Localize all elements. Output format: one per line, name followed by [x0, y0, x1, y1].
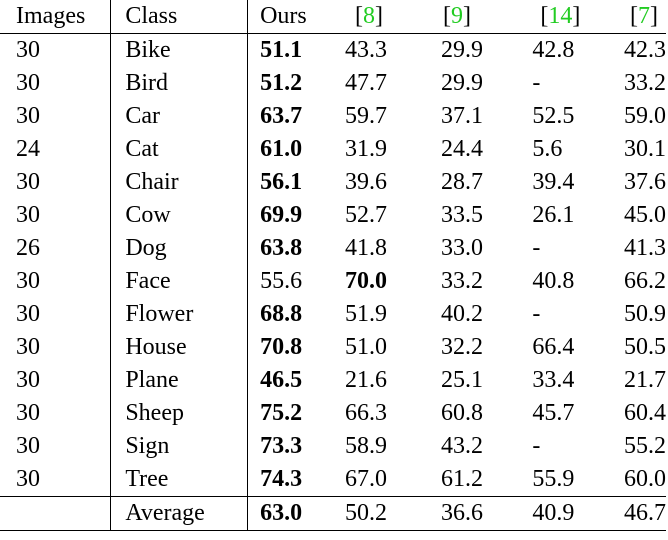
cell-images: 30: [16, 301, 40, 327]
cell-images: 30: [16, 169, 40, 195]
cell-class: Cow: [111, 199, 248, 232]
cell-ref-9: 36.6: [441, 497, 528, 531]
cell-ref-8: 58.9: [345, 433, 388, 459]
cell-class: Dog: [111, 232, 248, 265]
cell-ref-14: 26.1: [532, 202, 575, 228]
cell-ref-14: -: [532, 301, 541, 327]
cell-ref-8: 47.7: [345, 70, 388, 96]
table-row: [0, 100, 666, 133]
cell-ref-7: 55.2: [624, 433, 666, 459]
table-row: [0, 397, 666, 430]
cell-class: Sign: [111, 430, 248, 463]
cell-ours: 61.0: [248, 133, 341, 166]
cell-ours: 55.6: [248, 265, 341, 298]
table-row: [0, 298, 666, 331]
table-row: [0, 265, 666, 298]
table-row: [0, 166, 666, 199]
cell-class: Car: [111, 100, 248, 133]
cell-ref-7: 46.7: [624, 497, 666, 531]
cell-ref-7: 59.0: [624, 103, 666, 129]
table-row: [0, 364, 666, 397]
cell-ref-9: 33.0: [441, 235, 484, 261]
cell-class: Bike: [111, 34, 248, 68]
cell-ref-7: 37.6: [624, 169, 666, 195]
cell-class: Chair: [111, 166, 248, 199]
cell-ref-7: 60.4: [624, 400, 666, 426]
cell-ref-8: 50.2: [341, 497, 441, 531]
cell-class: House: [111, 331, 248, 364]
table-header: [0, 0, 666, 34]
cell-ref-9: 61.2: [441, 466, 484, 492]
cell-ref-8: 70.0: [345, 268, 388, 294]
cell-ref-8: 31.9: [345, 136, 388, 162]
cell-ours: 73.3: [248, 430, 341, 463]
cell-ref-8: 59.7: [345, 103, 388, 129]
cell-images: 30: [16, 70, 40, 96]
cell-class: Tree: [111, 463, 248, 497]
cell-images: 30: [16, 268, 40, 294]
cell-ours: 75.2: [248, 397, 341, 430]
cell-ours: 63.0: [248, 497, 341, 531]
cell-ref-7: 41.3: [624, 235, 666, 261]
cell-ref-14: 40.9: [528, 497, 624, 531]
cell-ours: 51.1: [248, 34, 341, 68]
average-row: [0, 497, 666, 531]
table-row: [0, 133, 666, 166]
cell-ref-8: 21.6: [345, 367, 388, 393]
cell-ref-9: 40.2: [441, 301, 484, 327]
cell-class: Sheep: [111, 397, 248, 430]
cell-class: Bird: [111, 67, 248, 100]
cell-ref-8: 51.0: [345, 334, 388, 360]
table-row: [0, 331, 666, 364]
cell-ref-14: -: [532, 433, 541, 459]
cell-ref-8: 39.6: [345, 169, 388, 195]
table-row: [0, 430, 666, 463]
cell-ours: 70.8: [248, 331, 341, 364]
cell-class: Flower: [111, 298, 248, 331]
table-row: [0, 34, 666, 68]
cell-ref-7: 42.3: [624, 37, 666, 63]
cell-images: 30: [16, 367, 40, 393]
cell-ref-9: 29.9: [441, 70, 484, 96]
cell-images: 30: [16, 433, 40, 459]
cell-images: 30: [16, 103, 40, 129]
cell-ref-14: -: [532, 70, 541, 96]
cell-ref-7: 60.0: [624, 466, 666, 492]
cell-class: Plane: [111, 364, 248, 397]
cell-ref-14: 39.4: [532, 169, 575, 195]
cell-ours: 63.7: [248, 100, 341, 133]
cell-ours: 63.8: [248, 232, 341, 265]
cell-ours: 51.2: [248, 67, 341, 100]
cell-ref-9: 28.7: [441, 169, 484, 195]
table-body: [0, 34, 666, 531]
cell-ref-7: 50.9: [624, 301, 666, 327]
cell-ref-7: 21.7: [624, 367, 666, 393]
header-ref-8[interactable]: [8]: [355, 3, 384, 29]
cell-ref-9: 43.2: [441, 433, 484, 459]
cell-ours: 74.3: [248, 463, 341, 497]
cell-images: 30: [16, 466, 40, 492]
header-row: [0, 0, 666, 34]
cell-ref-14: 52.5: [532, 103, 575, 129]
cell-ref-9: 33.5: [441, 202, 484, 228]
citation-link-9[interactable]: 9: [451, 3, 464, 29]
cell-images: 26: [16, 235, 40, 261]
header-ours: Ours: [248, 0, 341, 34]
header-class: Class: [111, 0, 248, 34]
cell-ref-9: 25.1: [441, 367, 484, 393]
cell-ref-9: 24.4: [441, 136, 484, 162]
table-row: [0, 199, 666, 232]
cell-ref-14: 33.4: [532, 367, 575, 393]
cell-ours: 69.9: [248, 199, 341, 232]
citation-link-8[interactable]: 8: [363, 3, 376, 29]
cell-ref-7: 50.5: [624, 334, 666, 360]
cell-ref-9: 33.2: [441, 268, 484, 294]
cell-ref-8: 52.7: [345, 202, 388, 228]
cell-ref-8: 67.0: [345, 466, 388, 492]
cell-images: 30: [16, 202, 40, 228]
cell-ref-8: 66.3: [345, 400, 388, 426]
cell-ref-9: 37.1: [441, 103, 484, 129]
cell-ref-9: 29.9: [441, 37, 484, 63]
cell-ref-8: 41.8: [345, 235, 388, 261]
cell-ref-7: 30.1: [624, 136, 666, 162]
cell-ref-7: 66.2: [624, 268, 666, 294]
citation-link-14[interactable]: 14: [548, 3, 573, 29]
cell-ours: 68.8: [248, 298, 341, 331]
cell-ref-14: 66.4: [532, 334, 575, 360]
cell-ref-8: 51.9: [345, 301, 388, 327]
table-row: [0, 67, 666, 100]
cell-images: 24: [16, 136, 40, 162]
header-images: Images: [16, 3, 86, 29]
cell-ref-7: 33.2: [624, 70, 666, 96]
cell-ref-9: 32.2: [441, 334, 484, 360]
cell-class: Average: [111, 497, 248, 531]
header-ref-9[interactable]: [9]: [443, 3, 472, 29]
cell-ref-14: 5.6: [532, 136, 563, 162]
cell-ref-14: 55.9: [532, 466, 575, 492]
cell-ref-14: -: [532, 235, 541, 261]
cell-images: [0, 497, 111, 531]
cell-images: 30: [16, 37, 40, 63]
cell-images: 30: [16, 400, 40, 426]
table-row: [0, 463, 666, 497]
header-ref-7[interactable]: [7]: [630, 3, 658, 29]
cell-ref-14: 40.8: [532, 268, 575, 294]
cell-images: 30: [16, 334, 40, 360]
cell-ref-9: 60.8: [441, 400, 484, 426]
header-ref-14[interactable]: [14]: [540, 3, 581, 29]
cell-ref-8: 43.3: [345, 37, 388, 63]
cell-ref-14: 45.7: [532, 400, 575, 426]
cell-ref-14: 42.8: [532, 37, 575, 63]
cell-ours: 46.5: [248, 364, 341, 397]
cell-class: Cat: [111, 133, 248, 166]
cell-class: Face: [111, 265, 248, 298]
cell-ours: 56.1: [248, 166, 341, 199]
citation-link-7[interactable]: 7: [638, 3, 650, 29]
table-row: [0, 232, 666, 265]
cell-ref-7: 45.0: [624, 202, 666, 228]
